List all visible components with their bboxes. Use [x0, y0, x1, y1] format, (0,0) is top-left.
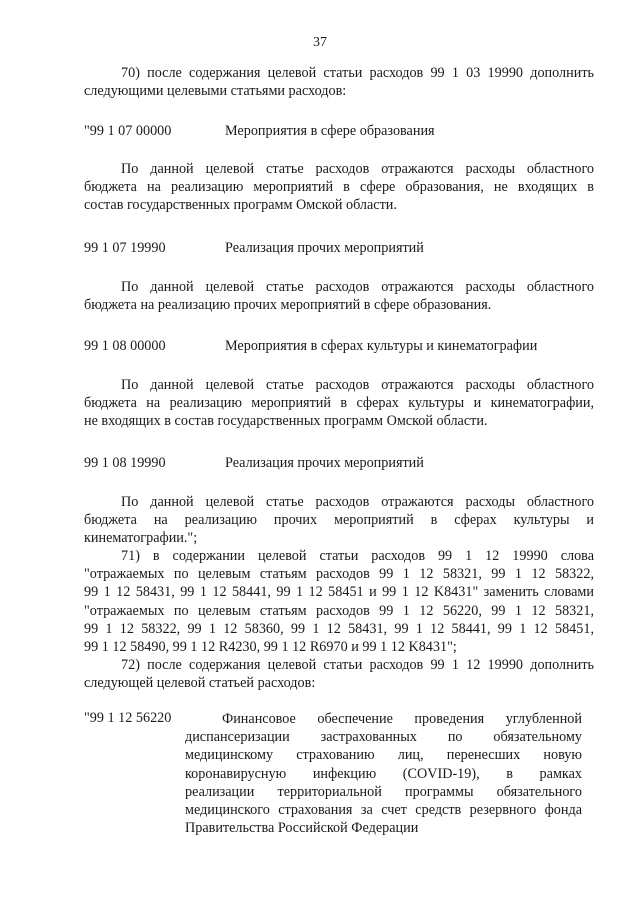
- entry-code: "99 1 12 56220: [84, 710, 172, 726]
- paragraph-line: следующими целевыми статьями расходов:: [84, 83, 347, 100]
- paragraph-line: По данной целевой статье расходов отражаются расходы областного: [121, 377, 594, 393]
- paragraph-line: кинематографии.";: [84, 530, 198, 547]
- paragraph-line: 99 1 12 58431, 99 1 12 58441, 99 1 12 58451 и 99 1 12 K8431" заменить словами: [84, 584, 594, 601]
- paragraph-line: 99 1 12 58322, 99 1 12 58360, 99 1 12 58431, 99 1 12 58441, 99 1 12 58451,: [84, 620, 594, 637]
- entry-code: "99 1 07 00000: [84, 123, 172, 139]
- paragraph-line: бюджета на реализацию мероприятий в сфере образования, не входящих в: [84, 179, 594, 196]
- paragraph-line: бюджета на реализацию прочих мероприятий в сфере образования.: [84, 297, 492, 314]
- entry-title-line: медицинскому страхованию лиц, перенесших новую: [185, 747, 582, 764]
- entry-code: 99 1 07 19990: [84, 240, 166, 256]
- entry-title: Реализация прочих мероприятий: [225, 240, 424, 256]
- entry-title-line: диспансеризации застрахованных по обязательному: [185, 729, 582, 746]
- entry-title-line: коронавирусную инфекцию (COVID-19), в рамках: [185, 765, 582, 782]
- entry-code: 99 1 08 00000: [84, 338, 166, 354]
- entry-description: [84, 493, 594, 548]
- entry-title: Мероприятия в сферах культуры и кинематографии: [225, 338, 538, 354]
- entry-title-line: Финансовое обеспечение проведения углубленной: [222, 711, 582, 727]
- paragraph-72: [84, 656, 594, 692]
- entry-description: [84, 376, 594, 431]
- paragraph-line: 71) в содержании целевой статьи расходов 99 1 12 19990 слова: [121, 548, 594, 564]
- entry-description: [84, 278, 594, 314]
- entry-code: 99 1 08 19990: [84, 455, 166, 471]
- paragraph-line: состав государственных программ Омской области.: [84, 197, 397, 214]
- paragraph-line: 99 1 12 58490, 99 1 12 R4230, 99 1 12 R6970 и 99 1 12 K8431";: [84, 639, 457, 656]
- paragraph-line: 72) после содержания целевой статьи расходов 99 1 12 19990 дополнить: [121, 657, 594, 673]
- entry-title-block: [185, 710, 582, 837]
- paragraph-70: [84, 64, 594, 100]
- paragraph-line: По данной целевой статье расходов отражаются расходы областного: [121, 494, 594, 510]
- entry-title-line: реализации территориальной программы обязательного: [185, 783, 582, 800]
- entry-title-line: Правительства Российской Федерации: [185, 820, 419, 837]
- entry-title: Реализация прочих мероприятий: [225, 455, 424, 471]
- entry-description: [84, 160, 594, 215]
- paragraph-line: По данной целевой статье расходов отражаются расходы областного: [121, 161, 594, 177]
- paragraph-line: не входящих в состав государственных программ Омской области.: [84, 413, 488, 430]
- page-number: 37: [313, 35, 327, 50]
- entry-title: Мероприятия в сфере образования: [225, 123, 435, 139]
- entry-title-line: медицинского страхования за счет средств резервного фонда: [185, 802, 582, 819]
- paragraph-line: По данной целевой статье расходов отражаются расходы областного: [121, 279, 594, 295]
- paragraph-line: бюджета на реализацию прочих мероприятий в сферах культуры и: [84, 512, 594, 529]
- paragraph-71: [84, 547, 594, 656]
- paragraph-line: "отражаемых по целевым статьям расходов 99 1 12 56220, 99 1 12 58321,: [84, 602, 594, 619]
- paragraph-line: "отражаемых по целевым статьям расходов 99 1 12 58321, 99 1 12 58322,: [84, 566, 594, 583]
- paragraph-line: следующей целевой статьей расходов:: [84, 675, 316, 692]
- paragraph-line: бюджета на реализацию мероприятий в сферах культуры и кинематографии,: [84, 395, 594, 412]
- paragraph-line: 70) после содержания целевой статьи расходов 99 1 03 19990 дополнить: [121, 65, 594, 81]
